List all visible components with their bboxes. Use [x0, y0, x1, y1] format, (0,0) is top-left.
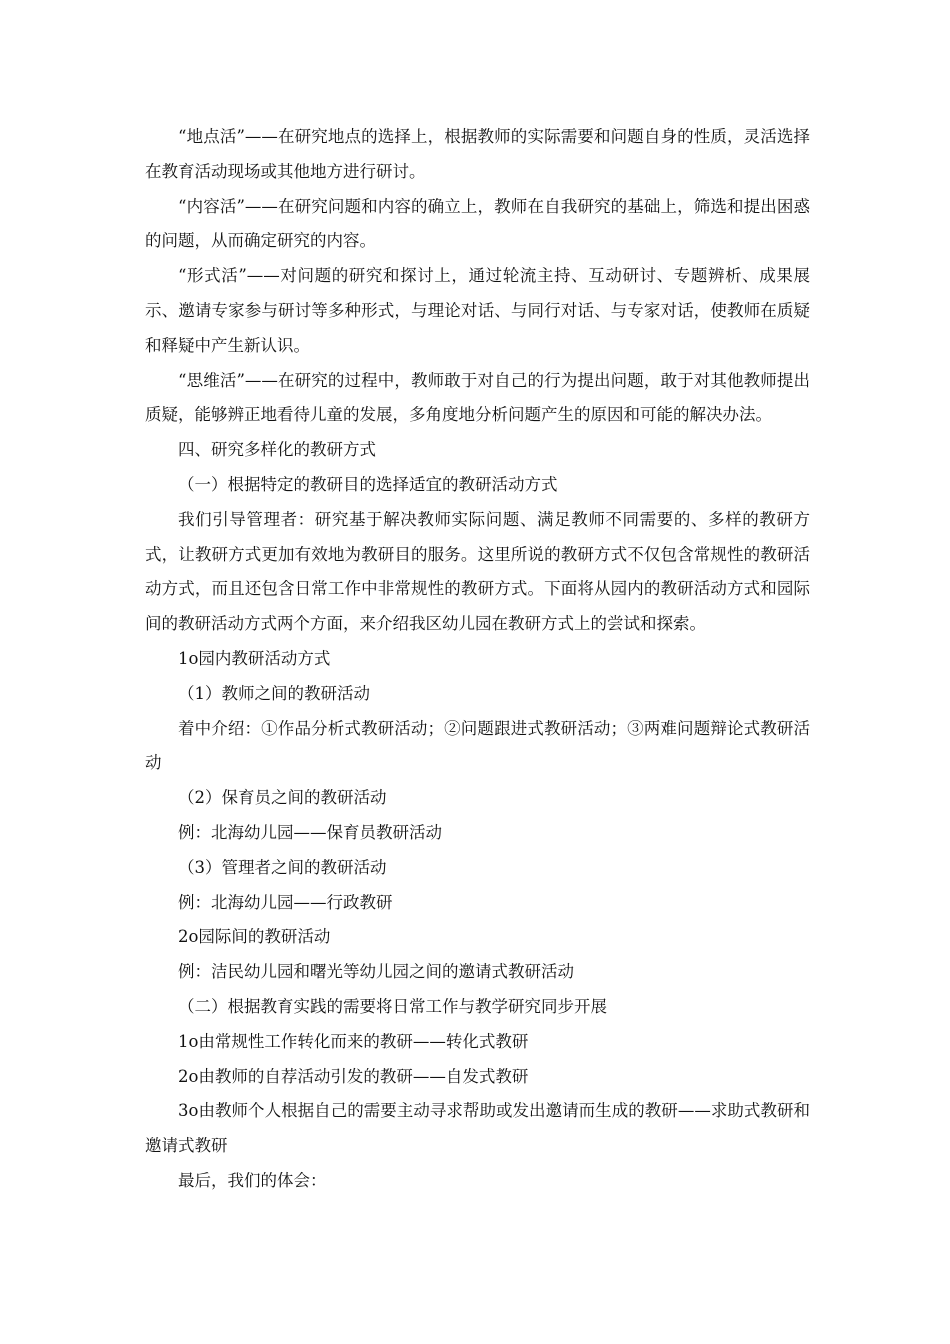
list-subheading-1-2: （2）保育员之间的教研活动 — [178, 788, 387, 808]
subsection-heading-2: （二）根据教育实践的需要将日常工作与教学研究同步开展 — [178, 996, 607, 1016]
list-item-2-2: 2o由教师的自荐活动引发的教研——自发式教研 — [178, 1066, 529, 1086]
paragraph-focus: 着中介绍：①作品分析式教研活动；②问题跟进式教研活动；③两难问题辩论式教研活动 — [145, 718, 810, 773]
paragraph-form-flexibility: “形式活”——对问题的研究和探讨上，通过轮流主持、互动研讨、专题辨析、成果展示、邀请专家参与研讨等多种形式，与理论对话、与同行对话、与专家对话，使教师在质疑和释疑中产生新认识。 — [145, 266, 810, 355]
section-heading-4: 四、研究多样化的教研方式 — [178, 440, 376, 460]
list-subheading-1-3: （3）管理者之间的教研活动 — [178, 857, 387, 877]
paragraph-conclusion: 最后，我们的体会： — [178, 1170, 327, 1190]
list-heading-2: 2o园际间的教研活动 — [178, 927, 331, 947]
list-heading-1: 1o园内教研活动方式 — [178, 648, 331, 668]
subsection-heading-1: （一）根据特定的教研目的选择适宜的教研活动方式 — [178, 474, 558, 494]
example-2: 例：北海幼儿园——行政教研 — [178, 892, 393, 912]
example-3: 例：洁民幼儿园和曙光等幼儿园之间的邀请式教研活动 — [178, 962, 574, 982]
paragraph-location-flexibility: “地点活”——在研究地点的选择上，根据教师的实际需要和问题自身的性质，灵活选择在教育活动现场或其他地方进行研讨。 — [145, 127, 810, 181]
paragraph-thinking-flexibility: “思维活”——在研究的过程中，教师敢于对自己的行为提出问题，敢于对其他教师提出质疑，能够辨正地看待儿童的发展，多角度地分析问题产生的原因和可能的解决办法。 — [145, 370, 810, 425]
example-1: 例：北海幼儿园——保育员教研活动 — [178, 822, 442, 842]
list-item-2-1: 1o由常规性工作转化而来的教研——转化式教研 — [178, 1031, 529, 1051]
list-subheading-1-1: （1）教师之间的教研活动 — [178, 683, 370, 703]
list-item-2-3: 3o由教师个人根据自己的需要主动寻求帮助或发出邀请而生成的教研——求助式教研和邀请式教研 — [145, 1101, 810, 1156]
paragraph-intro: 我们引导管理者：研究基于解决教师实际问题、满足教师不同需要的、多样的教研方式，让教研方式更加有效地为教研目的服务。这里所说的教研方式不仅包含常规性的教研活动方式，而且还包含日常工作中非常规性的教研方式。下面将从园内的教研活动方式和园际间的教研活动方式两个方面，来介绍我区幼儿园在教研方式上的尝试和探索。 — [145, 509, 810, 634]
document-page — [145, 120, 810, 1199]
paragraph-content-flexibility: “内容活”——在研究问题和内容的确立上，教师在自我研究的基础上，筛选和提出困惑的问题，从而确定研究的内容。 — [145, 196, 810, 251]
